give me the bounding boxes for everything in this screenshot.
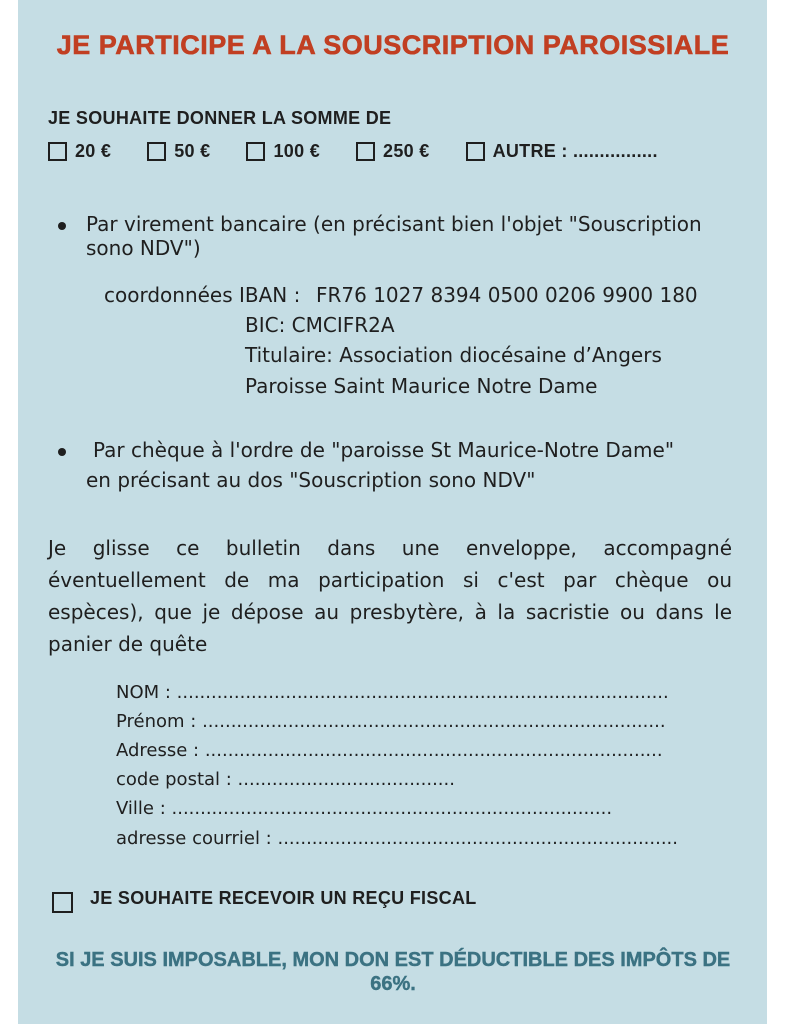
checkbox-icon[interactable] <box>48 142 67 161</box>
iban-value: FR76 1027 8394 0500 0206 9900 180 <box>316 283 698 307</box>
first-name-field[interactable]: Prénom : ................................................................................. <box>116 711 666 732</box>
amount-heading: JE SOUHAITE DONNER LA SOMME DE <box>48 108 392 128</box>
receipt-checkbox-icon[interactable] <box>52 892 73 913</box>
account-holder: Titulaire: Association diocésaine d’Angers <box>245 343 662 367</box>
transfer-line-1: Par virement bancaire (en précisant bien l'objet "Souscription <box>86 212 702 236</box>
amount-label: AUTRE : ................ <box>492 141 658 161</box>
amount-option-50[interactable] <box>147 141 210 162</box>
donation-form-card <box>18 0 767 1024</box>
amount-label: 250 € <box>383 141 430 161</box>
bic-value: BIC: CMCIFR2A <box>245 313 395 337</box>
amount-options <box>48 141 658 162</box>
tax-deduction-note: SI JE SUIS IMPOSABLE, MON DON EST DÉDUCTIBLE DES IMPÔTS DE 66%. <box>55 949 731 995</box>
checkbox-icon[interactable] <box>466 142 485 161</box>
bullet-icon <box>58 222 66 230</box>
envelope-instructions: Je glisse ce bulletin dans une enveloppe, accompagné éventuellement de ma participation si c'est par chèque ou espèces), que je dépose au presbytère, à la sacristie ou dans le panier de quête <box>48 536 732 656</box>
bullet-icon <box>58 448 66 456</box>
email-field[interactable]: adresse courriel : ...................................................................... <box>116 828 678 849</box>
parish-name: Paroisse Saint Maurice Notre Dame <box>245 374 598 398</box>
city-field[interactable]: Ville : ............................................................................. <box>116 798 613 819</box>
amount-label: 100 € <box>273 141 321 161</box>
checkbox-icon[interactable] <box>147 142 166 161</box>
postal-code-field[interactable]: code postal : ...................................... <box>116 769 455 790</box>
form-title: JE PARTICIPE A LA SOUSCRIPTION PAROISSIALE <box>56 30 730 60</box>
checkbox-icon[interactable] <box>356 142 375 161</box>
name-field[interactable]: NOM : ...................................................................................... <box>116 682 669 703</box>
amount-option-20[interactable] <box>48 141 111 162</box>
receipt-label: JE SOUHAITE RECEVOIR UN REÇU FISCAL <box>90 888 477 908</box>
cheque-line-1: Par chèque à l'ordre de "paroisse St Maurice-Notre Dame" <box>93 438 675 462</box>
address-field[interactable]: Adresse : ................................................................................ <box>116 740 663 761</box>
amount-label: 50 € <box>174 141 211 161</box>
amount-option-other[interactable] <box>466 141 658 162</box>
checkbox-icon[interactable] <box>246 142 265 161</box>
cheque-line-2: en précisant au dos "Souscription sono NDV" <box>86 468 536 492</box>
transfer-line-2: sono NDV") <box>86 236 201 260</box>
amount-option-250[interactable] <box>356 141 430 162</box>
iban-label: coordonnées IBAN : <box>104 283 301 307</box>
amount-option-100[interactable] <box>246 141 320 162</box>
amount-label: 20 € <box>75 141 112 161</box>
